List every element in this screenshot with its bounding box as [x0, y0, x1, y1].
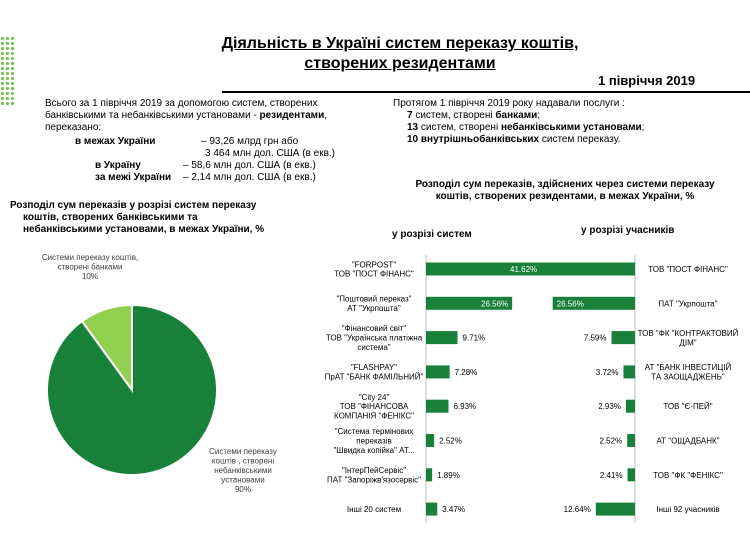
pie-chart: [0, 230, 300, 536]
intro-row-label: в Україну: [95, 160, 141, 171]
left-bar: [426, 331, 457, 344]
left-bar-value: 7.28%: [454, 367, 478, 377]
left-bar-value: 9.71%: [462, 333, 486, 343]
title-line-1: Діяльність в Україні систем переказу коштів,: [221, 35, 579, 52]
bars-left-subtitle: у розрізі систем: [392, 229, 472, 240]
intro-row-value: 3 464 млн дол. США (в екв.): [205, 148, 335, 159]
intro-line-1: Всього за 1 півріччя 2019 за допомогою систем, створених: [45, 98, 318, 109]
right-bar-value: 26.56%: [556, 299, 584, 309]
left-bar-label: "FORPOST" ТОВ "ПОСТ ФІНАНС": [334, 260, 414, 279]
services-count: 10: [407, 134, 419, 145]
services-bold: небанківськими установами: [500, 122, 642, 133]
right-bar: [623, 365, 635, 378]
left-bar-label: "ІнтерПейСервіс" ПАТ "Запоріжв'язосервіс": [327, 466, 421, 485]
left-bar-value: 2.52%: [439, 436, 462, 446]
services-count: 7: [407, 110, 413, 121]
right-bar-label: Інші 92 учасників: [656, 505, 720, 515]
services-text: систем, створені: [418, 122, 501, 133]
pie-label-nonbank: Системи переказу коштів , створені небанківськими установами 90%: [209, 447, 277, 494]
intro-line-3: переказано:: [45, 122, 102, 133]
right-bar-label: ТОВ "ПОСТ ФІНАНС": [648, 265, 728, 274]
period-label: 1 півріччя 2019: [598, 73, 696, 88]
bars-right-subtitle: у розрізі учасників: [581, 225, 675, 236]
header-divider: [222, 91, 750, 93]
intro-block: [45, 98, 375, 134]
services-block: [393, 98, 733, 146]
left-bar: [426, 365, 450, 378]
left-bar-label: "Поштовий переказ" АТ "Укрпошта": [336, 294, 412, 313]
pie-title-line-1: Розподіл сум переказів у розрізі систем переказу: [10, 200, 257, 211]
intro-line-2-post: ,: [324, 110, 327, 121]
left-bar: [426, 468, 432, 481]
intro-row-value: – 2,14 млн дол. США (в екв.): [183, 172, 316, 183]
intro-values: [75, 136, 385, 184]
right-bar-value: 2.52%: [599, 436, 623, 446]
right-bar-value: 2.93%: [598, 402, 621, 412]
intro-row: [75, 160, 385, 172]
left-bar-value: 3.47%: [442, 505, 465, 515]
right-bar-value: 2.41%: [599, 470, 623, 480]
left-bar-value: 26.56%: [481, 299, 509, 309]
right-bar-value: 12.64%: [563, 505, 591, 515]
right-bar-label: ПАТ "Укрпошта": [658, 299, 718, 309]
right-bar: [627, 434, 635, 447]
services-line-1: Протягом 1 півріччя 2019 року надавали послуги :: [393, 98, 625, 109]
right-bar-value: 41.62%: [510, 265, 538, 274]
right-bar-label: ТОВ "Є-ПЕЙ": [663, 402, 713, 412]
right-bar: [626, 400, 635, 413]
title-line-2: створених резидентами: [304, 55, 496, 72]
intro-row-value: – 58,6 млн дол. США (в екв.): [183, 160, 316, 171]
left-bar: [426, 400, 448, 413]
services-item: [393, 122, 733, 134]
right-bar-label: АТ "БАНК ІНВЕСТИЦІЙ ТА ЗАОЩАДЖЕНЬ": [644, 363, 732, 382]
services-text: систем, створені: [412, 110, 496, 121]
right-bar-label: ТОВ "ФК "КОНТРАКТОВИЙ ДІМ": [637, 328, 739, 348]
intro-row-label: в межах України: [75, 136, 156, 147]
left-bar-label: "City 24" ТОВ "ФІНАНСОВА КОМПАНІЯ "ФЕНІКС": [334, 392, 414, 421]
right-bar: [596, 503, 635, 516]
decorative-dot-pattern: [0, 36, 15, 106]
left-bar-label: Інші 20 систем: [346, 505, 402, 515]
bar-title-line-1: Розподіл сум переказів, здійснених через системи переказу: [415, 179, 715, 190]
right-bar-label: АТ "ОЩАДБАНК": [656, 436, 720, 446]
left-bar-label: "Фінансовий світ" ТОВ "Українська платіжна система": [325, 324, 423, 352]
left-bar-value: 6.93%: [453, 402, 477, 412]
services-item: [393, 110, 733, 122]
services-count: 13: [407, 122, 419, 133]
services-text-post: ;: [641, 122, 645, 133]
left-bar: [426, 434, 434, 447]
intro-row: [75, 172, 385, 184]
intro-line-2: [45, 110, 375, 122]
intro-row: [75, 148, 385, 160]
services-bold: внутрішньобанківських: [418, 134, 540, 145]
bar-section-title: [395, 179, 735, 203]
services-bold: банками: [495, 110, 538, 121]
pie-label-banks: Системи переказу коштів, створені банками 10%: [41, 253, 139, 281]
intro-line-2-pre: банківськими та небанківськими установами -: [45, 110, 260, 121]
left-bar-label: "Система термінових переказів "Швидка копійка" АТ...: [333, 427, 415, 455]
bar-title-line-2: коштів, створених резидентами, в межах України, %: [435, 191, 695, 202]
intro-row-value: – 93,26 млрд грн або: [201, 136, 299, 147]
right-bar: [611, 331, 635, 344]
services-item: [393, 134, 733, 146]
left-bar-value: 1.89%: [437, 470, 460, 480]
left-bar-label: "FLASHPAY" ПрАТ "БАНК ФАМІЛЬНИЙ": [324, 363, 424, 382]
right-bar-label: ТОВ "ФК "ФЕНІКС": [653, 470, 723, 480]
services-text-post: систем переказу.: [539, 134, 621, 145]
pie-title-line-3: небанківськими установами, в межах України, %: [23, 224, 265, 235]
right-bar: [628, 468, 635, 481]
intro-row: [75, 136, 385, 148]
right-bar-value: 3.72%: [595, 367, 619, 377]
bar-charts: [300, 240, 750, 536]
services-text-post: ;: [537, 110, 541, 121]
page-title: [150, 34, 650, 74]
left-bar: [426, 503, 437, 516]
intro-residents: резидентами: [259, 110, 325, 121]
right-bar-value: 7.59%: [583, 333, 607, 343]
intro-row-label: за межі України: [95, 172, 172, 183]
pie-title-line-2: коштів, створених банківськими та: [23, 212, 198, 223]
